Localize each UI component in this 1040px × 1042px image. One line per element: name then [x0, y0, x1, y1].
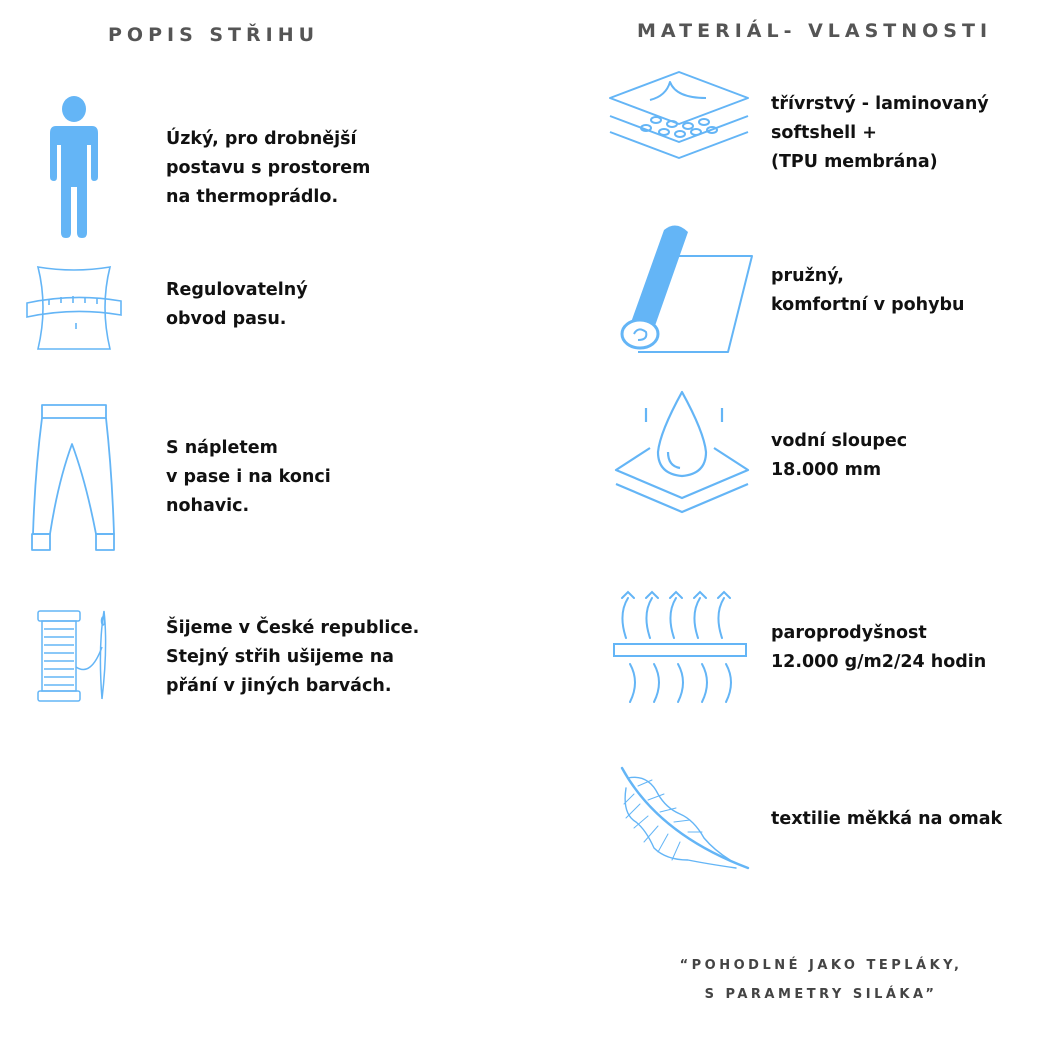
right-column-heading: MATERIÁL- VLASTNOSTI [637, 20, 993, 42]
softness-text: textilie měkká na omak [771, 809, 1003, 829]
pants-icon [28, 402, 120, 554]
breathability-text: paroprodyšnost 12.000 g/m2/24 hodin [771, 623, 987, 672]
water-drop-icon [612, 388, 752, 522]
waist-measure-icon [24, 263, 124, 353]
fit-description-text: Úzký, pro drobnější postavu s prostorem na thermoprádlo. [166, 129, 371, 207]
stretch-comfort-text: pružný, komfortní v pohybu [771, 266, 965, 315]
left-column-heading: POPIS STŘIHU [108, 24, 320, 46]
waist-description-text: Regulovatelný obvod pasu. [166, 280, 308, 329]
made-in-czech-text: Šijeme v České republice. Stejný střih ušijeme na přání v jiných barvách. [166, 618, 420, 696]
breathable-icon [612, 584, 748, 710]
material-layers-text: třívrstvý - laminovaný softshell + (TPU membrána) [771, 94, 989, 172]
water-column-text: vodní sloupec 18.000 mm [771, 431, 908, 480]
fabric-layers-icon [606, 68, 752, 166]
slogan-quote: “POHODLNÉ JAKO TEPLÁKY, S PARAMETRY SILÁKA” [679, 958, 963, 1002]
feather-icon [618, 764, 752, 874]
person-icon [46, 95, 102, 241]
fabric-roll-icon [616, 222, 756, 356]
thread-spool-needle-icon [36, 607, 116, 705]
cuffs-description-text: S nápletem v pase i na konci nohavic. [166, 438, 331, 516]
